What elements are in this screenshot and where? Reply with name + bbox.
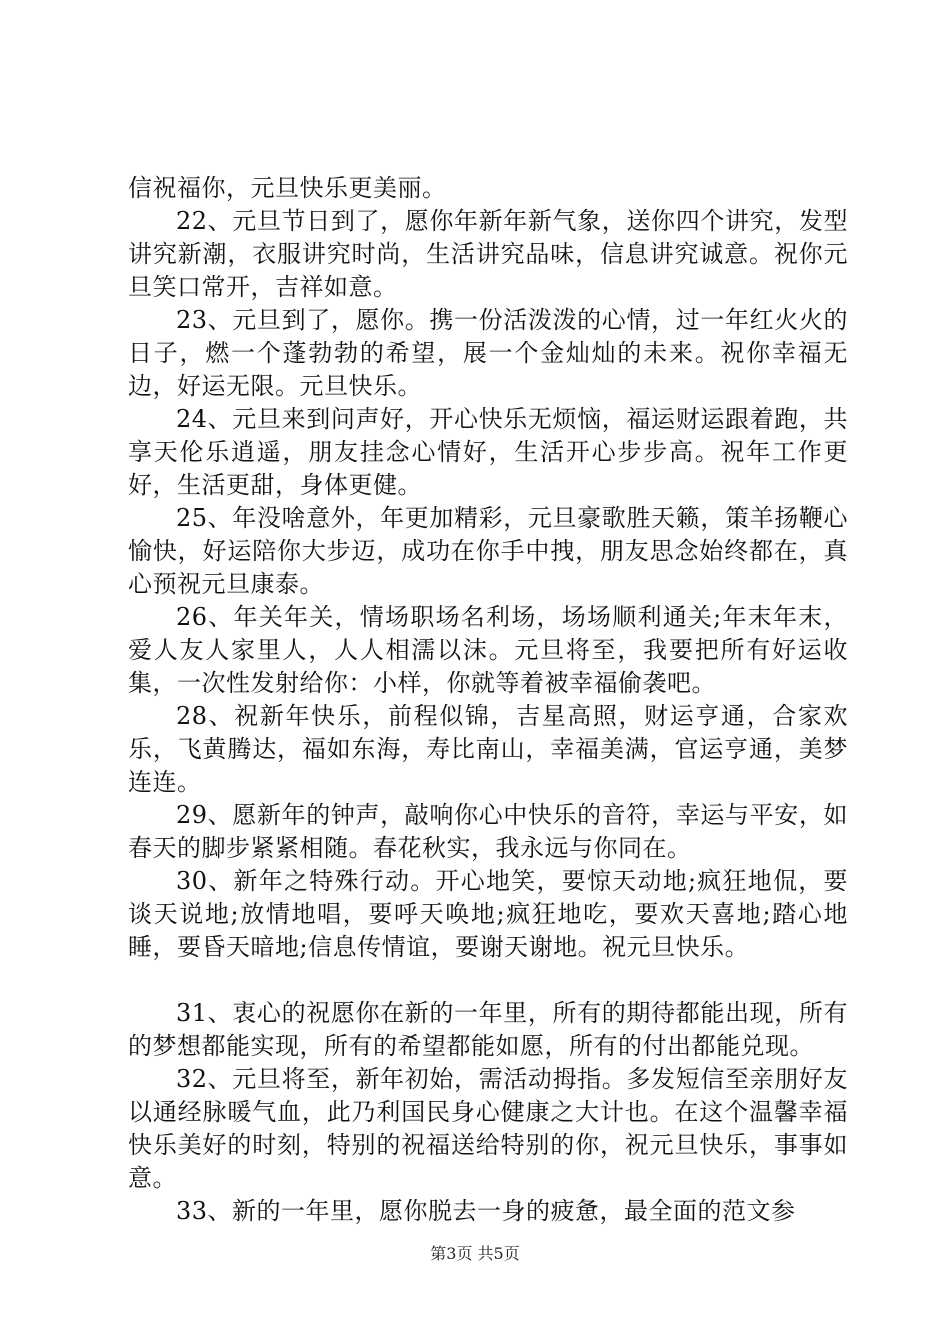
paragraph-25: 25、年没啥意外，年更加精彩，元旦豪歌胜天籁，策羊扬鞭心愉快，好运陪你大步迈，成功在你手中拽，朋友思念始终都在，真心预祝元旦康泰。 [128,504,848,598]
paragraph-28: 28、祝新年快乐，前程似锦，吉星高照，财运亨通，合家欢乐，飞黄腾达，福如东海，寿比南山，幸福美满，官运亨通，美梦连连。 [128,702,848,796]
document-body [128,172,848,1228]
paragraph-24: 24、元旦来到问声好，开心快乐无烦恼，福运财运跟着跑，共享天伦乐逍遥，朋友挂念心情好，生活开心步步高。祝年工作更好，生活更甜，身体更健。 [128,405,848,499]
paragraph-23: 23、元旦到了，愿你。携一份活泼泼的心情，过一年红火火的日子，燃一个蓬勃勃的希望，展一个金灿灿的未来。祝你幸福无边，好运无限。元旦快乐。 [128,306,848,400]
paragraph-33: 33、新的一年里，愿你脱去一身的疲惫，最全面的范文参 [176,1197,796,1225]
paragraph-32: 32、元旦将至，新年初始，需活动拇指。多发短信至亲朋好友以通经脉暖气血，此乃利国民身心健康之大计也。在这个温馨幸福快乐美好的时刻，特别的祝福送给特别的你，祝元旦快乐，事事如意。 [128,1065,848,1192]
page-number-footer: 第3页 共5页 [430,1244,520,1263]
paragraph-22: 22、元旦节日到了，愿你年新年新气象，送你四个讲究，发型讲究新潮，衣服讲究时尚，生活讲究品味，信息讲究诚意。祝你元旦笑口常开，吉祥如意。 [128,207,848,301]
paragraph-29: 29、愿新年的钟声，敲响你心中快乐的音符，幸运与平安，如春天的脚步紧紧相随。春花秋实，我永远与你同在。 [128,801,848,862]
paragraph-26: 26、年关年关，情场职场名利场，场场顺利通关;年末年末，爱人友人家里人，人人相濡以沫。元旦将至，我要把所有好运收集，一次性发射给你：小样，你就等着被幸福偷袭吧。 [128,603,848,697]
paragraph-30: 30、新年之特殊行动。开心地笑，要惊天动地;疯狂地侃，要谈天说地;放情地唱，要呼天唤地;疯狂地吃，要欢天喜地;踏心地睡，要昏天暗地;信息传情谊，要谢天谢地。祝元旦快乐。 [128,867,848,961]
paragraph-continuation: 信祝福你，元旦快乐更美丽。 [128,174,447,202]
paragraph-31: 31、衷心的祝愿你在新的一年里，所有的期待都能出现，所有的梦想都能实现，所有的希望都能如愿，所有的付出都能兑现。 [128,999,848,1060]
